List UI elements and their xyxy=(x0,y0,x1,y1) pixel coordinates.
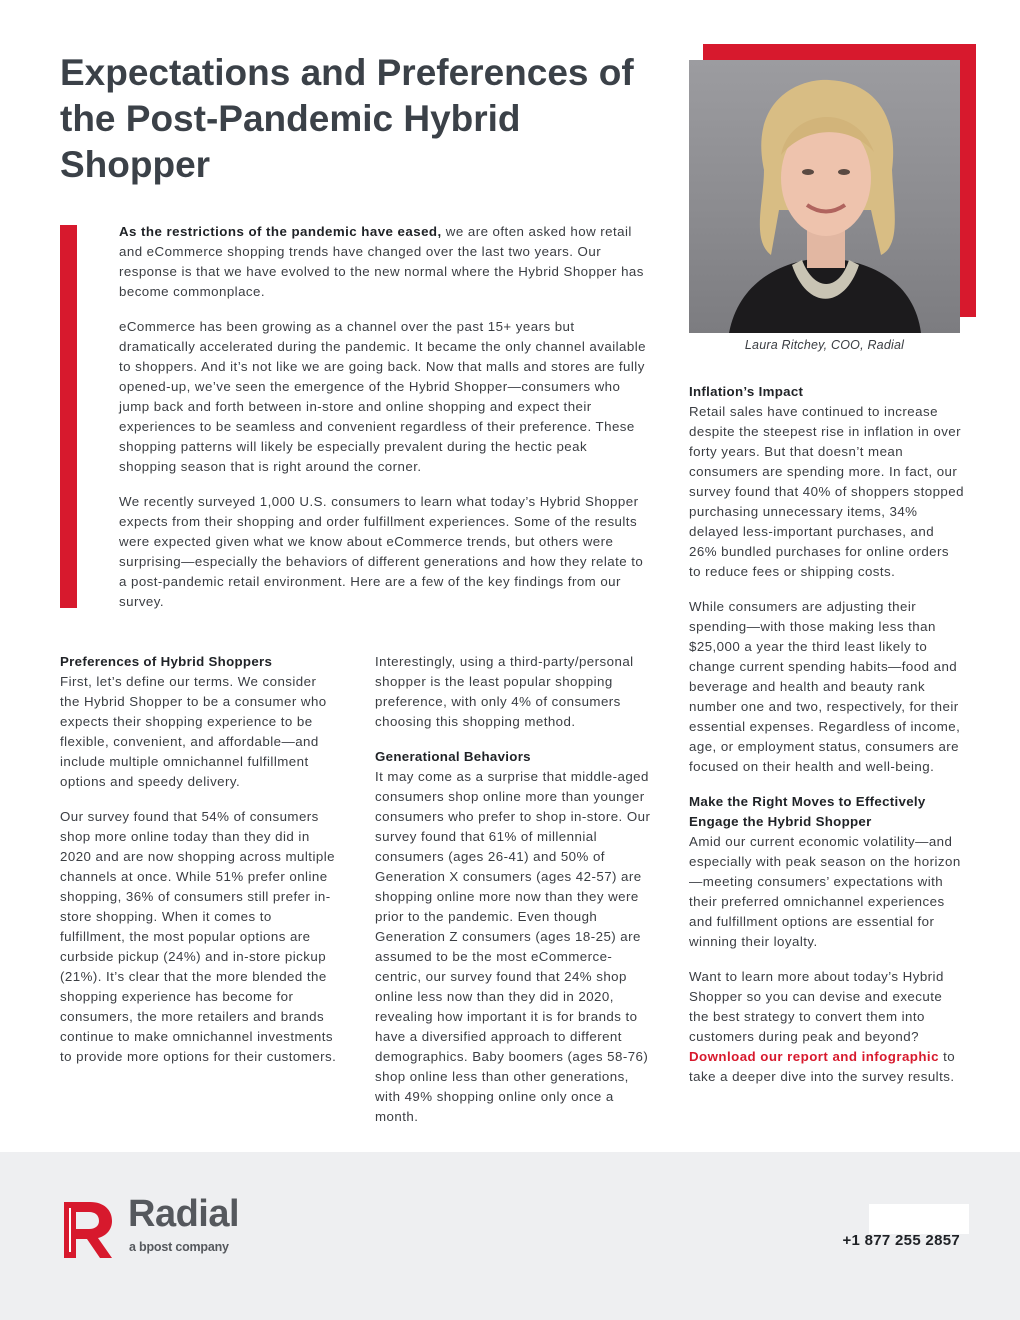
intro-paragraph-1 xyxy=(119,222,647,302)
cta-paragraph xyxy=(689,967,964,1087)
footer-white-box xyxy=(869,1204,969,1234)
inflation-paragraph-2: While consumers are adjusting their spending—with those making less than $25,000 a year the third least likely to change current spending habits—food and beverage and health and beauty rank number one and two, respectively, for their essential expenses. Regardless of income, age, or employment status, consumers are focused on their health and well-being. xyxy=(689,599,961,774)
intro-section xyxy=(119,222,647,627)
intro-lead-bold: As the restrictions of the pandemic have eased, xyxy=(119,224,442,239)
column-inflation xyxy=(689,382,964,1102)
radial-logo xyxy=(62,1193,262,1262)
right-moves-paragraph: Amid our current economic volatility—and especially with peak season on the horizon—meeting consumers’ expectations with their preferred omnichannel experiences and fulfillment options are essential for winning their loyalty. xyxy=(689,834,961,949)
generational-heading: Generational Behaviors xyxy=(375,749,531,764)
intro-paragraph-2: eCommerce has been growing as a channel over the past 15+ years but dramatically accelerated during the pandemic. It became the only channel available to shoppers. And it’s not like we are going back. Now that malls and stores are fully opened-up, we’ve seen the emergence of the Hybrid Shopper—consumers who jump back and forth between in-store and online shopping and expect their experiences to be seamless and convenient regardless of their preference. These shopping patterns will likely be especially prevalent during the hectic peak shopping season that is right around the corner. xyxy=(119,319,646,474)
preferences-heading: Preferences of Hybrid Shoppers xyxy=(60,654,273,669)
intro-paragraph-3: We recently surveyed 1,000 U.S. consumers to learn what today’s Hybrid Shopper expects from their shopping and order fulfillment experiences. Some of the results were expected given what we know about eCommerce trends, but others were surprising—especially the behaviors of different generations and how they relate to a post-pandemic retail environment. Here are a few of the key findings from our survey. xyxy=(119,494,644,609)
portrait-photo xyxy=(689,60,960,333)
radial-logo-icon xyxy=(62,1200,114,1260)
preferences-paragraph-1: First, let’s define our terms. We consider the Hybrid Shopper to be a consumer who expects their shopping experience to be flexible, convenient, and affordable—and include multiple omnichannel fulfillment options and speedy delivery. xyxy=(60,674,327,789)
third-party-paragraph: Interestingly, using a third-party/personal shopper is the least popular shopping preference, with only 4% of consumers choosing this shopping method. xyxy=(375,654,634,729)
page-title: Expectations and Preferences of the Post-Pandemic Hybrid Shopper xyxy=(60,52,634,185)
portrait-illustration xyxy=(689,60,960,333)
logo-wordmark: Radial xyxy=(128,1193,240,1235)
intro-lead-text: we are often asked how retail and eCommerce shopping trends have changed over the last two years. Our response is that we have evolved to the new normal where the Hybrid Shopper has become commonplace. xyxy=(119,224,644,299)
cta-text-start: Want to learn more about today’s Hybrid Shopper so you can devise and execute the best strategy to convert them into customers during peak and beyond? xyxy=(689,969,944,1044)
inflation-heading: Inflation’s Impact xyxy=(689,384,804,399)
preferences-paragraph-2: Our survey found that 54% of consumers shop more online today than they did in 2020 and are now shopping across multiple channels at once. While 51% prefer online shopping, 36% of consumers still prefer in-store shopping. When it comes to fulfillment, the most popular options are curbside pickup (24%) and in-store pickup (21%). It’s clear that the more blended the shopping experience has become for consumers, the more retailers and brands continue to make omnichannel investments to provide more options for their customers. xyxy=(60,809,337,1064)
right-moves-heading: Make the Right Moves to Effectively Engage the Hybrid Shopper xyxy=(689,794,926,829)
photo-caption: Laura Ritchey, COO, Radial xyxy=(744,338,905,352)
intro-accent-bar xyxy=(60,225,77,608)
inflation-paragraph-1: Retail sales have continued to increase despite the steepest rise in inflation in over forty years. But that doesn’t mean consumers are spending more. In fact, our survey found that 40% of shoppers stopped purchasing unnecessary items, 34% delayed less-important purchases, and 26% bundled purchases for online orders to reduce fees or shipping costs. xyxy=(689,404,964,579)
cta-text-end: to take a deeper dive into the survey results. xyxy=(689,1049,956,1084)
column-generational xyxy=(375,652,655,1142)
generational-paragraph: It may come as a surprise that middle-aged consumers shop online more than younger consumers who prefer to shop in-store. Our survey found that 61% of millennial consumers (ages 26-41) and 50% of Generation X consumers (ages 42-57) are shopping online more now than they were prior to the pandemic. Even though Generation Z consumers (ages 18-25) are assumed to be the most eCommerce-centric, our survey found that 24% shop online less now than they did in 2020, revealing how important it is for brands to have a diversified approach to different demographics. Baby boomers (ages 58-76) shop online less than other generations, with 49% shopping online only once a month. xyxy=(375,769,651,1124)
column-preferences xyxy=(60,652,340,1082)
download-report-link[interactable]: Download our report and infographic xyxy=(689,1049,939,1064)
phone-number[interactable]: +1 877 255 2857 xyxy=(842,1232,960,1249)
logo-tagline: a bpost company xyxy=(129,1240,229,1254)
